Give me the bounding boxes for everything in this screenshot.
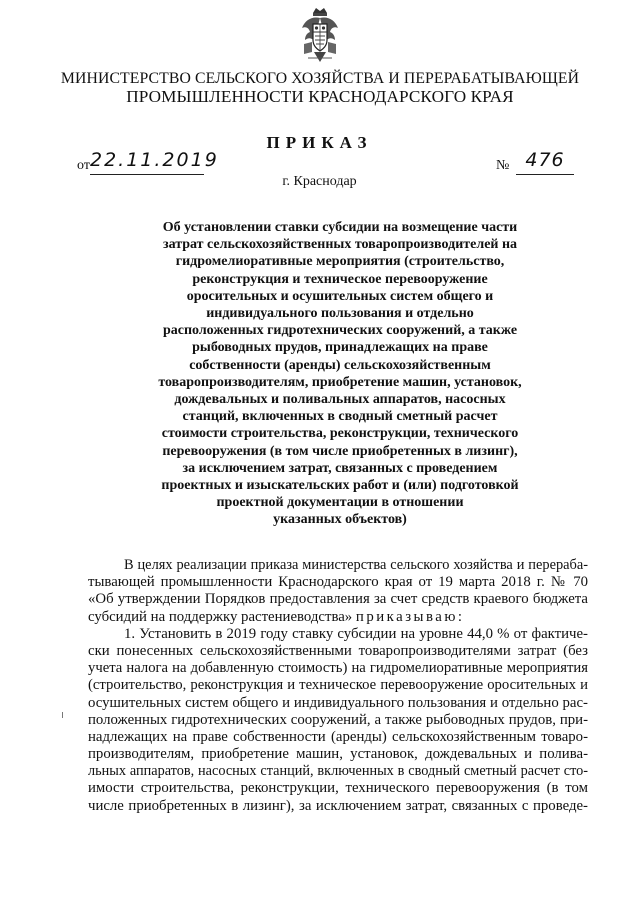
title-line: затрат сельскохозяйственных товаропроизводителей на — [162, 237, 518, 253]
body-line: льных аппаратов, насосных станций, включенных в сводный сметный расчет сто- — [88, 763, 588, 780]
order-verb: приказываю: — [355, 608, 465, 625]
title-line: проектной документации в отношении — [216, 495, 464, 511]
title-line: гидромелиоративные мероприятия (строительство, — [175, 254, 505, 270]
body-line: тывающей промышленности Краснодарского края от 19 марта 2018 г. № 70 — [88, 574, 588, 591]
body-line: учета налога на добавленную стоимость) на гидромелиоративные мероприятия — [88, 660, 588, 677]
title-line: расположенных гидротехнических сооружений, а также — [162, 323, 518, 339]
body-line: надлежащих на праве собственности (аренды) сельскохозяйственным товаро- — [88, 728, 588, 745]
title-line: проектных и изыскательских работ и (или) подготовкой — [161, 478, 519, 494]
body-line: «Об утверждении Порядков предоставления за счет средств краевого бюджета — [88, 591, 588, 608]
date-prefix: от — [77, 158, 90, 173]
order-title — [120, 219, 560, 529]
title-line: дождевальных и поливальных аппаратов, насосных — [174, 392, 506, 408]
title-line: за исключением затрат, связанных с проведением — [182, 460, 498, 476]
title-line: Об установлении ставки субсидии на возмещение части — [162, 220, 518, 235]
margin-mark — [62, 712, 66, 718]
body-line: положенных гидротехнических сооружений, а также рыбоводных прудов, при- — [88, 711, 588, 728]
body-line: имости строительства, реконструкции, технического перевооружения (в том — [88, 780, 588, 797]
order-body — [88, 557, 588, 815]
body-line — [88, 609, 588, 626]
ministry-line-1: МИНИСТЕРСТВО СЕЛЬСКОГО ХОЗЯЙСТВА И ПЕРЕРАБАТЫВАЮЩЕЙ — [60, 70, 580, 87]
title-line: перевооружения (в том числе приобретенных в лизинг), — [162, 443, 518, 459]
handwritten-date: 22.11.2019 — [90, 150, 204, 175]
body-line: числе приобретенных в лизинг), за исключением затрат, связанных с проведе- — [88, 797, 588, 814]
ministry-line-2: ПРОМЫШЛЕННОСТИ КРАСНОДАРСКОГО КРАЯ — [126, 87, 514, 106]
body-line: ски понесенных сельскохозяйственными товаропроизводителями затрат (без — [88, 642, 588, 659]
title-line: рыбоводных прудов, принадлежащих на праве — [192, 340, 488, 356]
title-line: собственности (аренды) сельскохозяйственным — [189, 357, 491, 373]
body-line: (строительство, реконструкция и техническое перевооружение оросительных и — [88, 677, 588, 694]
body-line: 1. Установить в 2019 году ставку субсидии на уровне 44,0 % от фактиче- — [124, 625, 588, 642]
body-line: В целях реализации приказа министерства сельского хозяйства и перераба- — [124, 557, 588, 573]
title-line: станций, включенных в сводный сметный расчет — [182, 409, 498, 425]
body-line: производителям, приобретение машин, установок, дождевальных и полива- — [88, 746, 588, 763]
coat-of-arms-icon — [298, 6, 342, 66]
handwritten-number: 476 — [516, 150, 574, 175]
title-line: указанных объектов) — [273, 512, 407, 528]
document-type-heading: ПРИКАЗ — [266, 133, 373, 152]
title-line: индивидуального пользования и отдельно — [206, 306, 474, 322]
body-line: осушительных систем общего и индивидуального пользования и отдельно рас- — [88, 694, 588, 711]
title-line: реконструкция и техническое перевооружение — [192, 271, 488, 287]
city-label: г. Краснодар — [282, 174, 357, 189]
title-line: стоимости строительства, реконструкции, технического — [161, 426, 519, 442]
date-number-row — [0, 150, 639, 176]
body-line-text: субсидий на поддержку растениеводства» — [88, 608, 353, 625]
title-line: товаропроизводителям, приобретение машин, установок, — [158, 374, 522, 390]
number-prefix: № — [496, 158, 510, 173]
ministry-name — [60, 70, 580, 106]
title-line: оросительных и осушительных систем общего и — [186, 288, 494, 304]
